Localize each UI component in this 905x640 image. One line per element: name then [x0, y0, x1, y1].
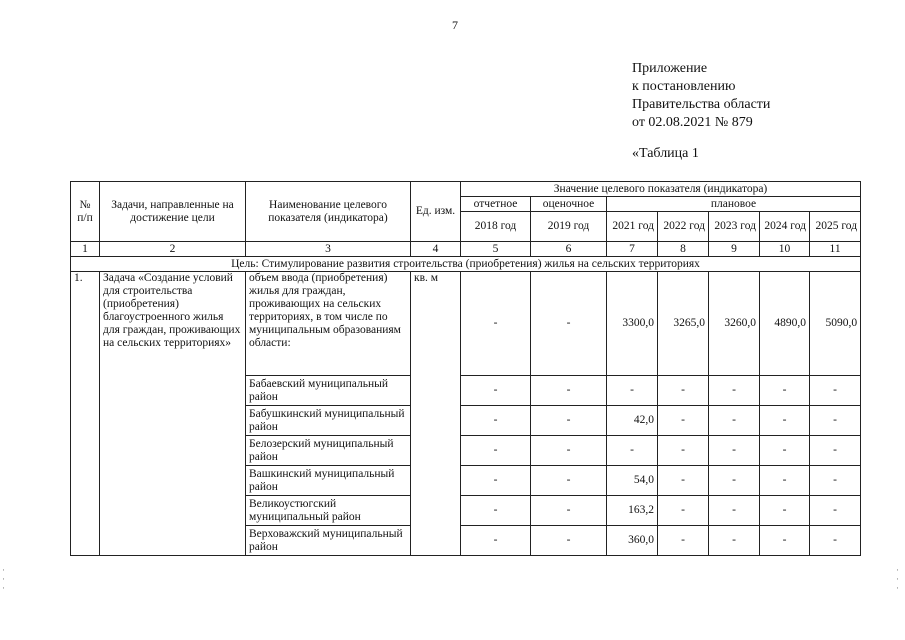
- column-number: 2: [100, 242, 246, 257]
- indicator-name: Верховажский муниципальный район: [246, 526, 411, 556]
- column-number: 8: [658, 242, 709, 257]
- indicator-table: [70, 181, 861, 556]
- column-number: 6: [531, 242, 607, 257]
- value-cell: -: [709, 526, 760, 556]
- header-indicator: Наименование целевого показателя (индикатора): [246, 182, 411, 242]
- appendix-line: от 02.08.2021 № 879: [632, 115, 753, 130]
- value-cell: -: [658, 436, 709, 466]
- value-cell: -: [760, 376, 810, 406]
- scan-edge-mark: · · ·: [2, 565, 5, 593]
- value-cell: -: [531, 272, 607, 376]
- task-number: 1.: [71, 272, 100, 556]
- value-cell: -: [461, 526, 531, 556]
- indicator-name: Вашкинский муниципальный район: [246, 466, 411, 496]
- value-cell: -: [760, 496, 810, 526]
- header-year-2023: 2023 год: [709, 212, 760, 242]
- value-cell: 5090,0: [810, 272, 861, 376]
- header-year-2018: 2018 год: [461, 212, 531, 242]
- value-cell: 3265,0: [658, 272, 709, 376]
- column-number: 11: [810, 242, 861, 257]
- header-planned: плановое: [607, 197, 861, 212]
- value-cell: -: [709, 496, 760, 526]
- value-cell: 54,0: [607, 466, 658, 496]
- table-label: «Таблица 1: [632, 146, 699, 161]
- appendix-line: Приложение: [632, 61, 708, 76]
- value-cell: -: [810, 496, 861, 526]
- column-number: 9: [709, 242, 760, 257]
- appendix-line: Правительства области: [632, 97, 771, 112]
- indicator-name: объем ввода (приобретения) жилья для граждан, проживающих на сельских территориях, в том числе по муниципальным образованиям области:: [246, 272, 411, 376]
- value-cell: -: [658, 406, 709, 436]
- value-cell: 3260,0: [709, 272, 760, 376]
- indicator-name: Великоустюгский муниципальный район: [246, 496, 411, 526]
- value-cell: -: [607, 376, 658, 406]
- value-cell: -: [531, 466, 607, 496]
- value-cell: -: [461, 376, 531, 406]
- value-cell: -: [810, 406, 861, 436]
- unit-value: кв. м: [411, 272, 461, 556]
- value-cell: -: [709, 406, 760, 436]
- page-number: 7: [452, 18, 458, 32]
- header-year-2025: 2025 год: [810, 212, 861, 242]
- value-cell: -: [531, 526, 607, 556]
- header-year-2022: 2022 год: [658, 212, 709, 242]
- value-cell: 163,2: [607, 496, 658, 526]
- value-cell: -: [531, 496, 607, 526]
- value-cell: -: [760, 526, 810, 556]
- value-cell: -: [810, 436, 861, 466]
- value-cell: -: [810, 526, 861, 556]
- value-cell: -: [461, 406, 531, 436]
- value-cell: -: [658, 526, 709, 556]
- value-cell: -: [810, 466, 861, 496]
- header-value-group: Значение целевого показателя (индикатора): [461, 182, 861, 197]
- column-number: 4: [411, 242, 461, 257]
- value-cell: -: [709, 436, 760, 466]
- value-cell: 4890,0: [760, 272, 810, 376]
- column-number: 3: [246, 242, 411, 257]
- value-cell: 360,0: [607, 526, 658, 556]
- value-cell: -: [709, 376, 760, 406]
- header-reported: отчетное: [461, 197, 531, 212]
- header-estimated: оценочное: [531, 197, 607, 212]
- value-cell: 42,0: [607, 406, 658, 436]
- value-cell: -: [461, 272, 531, 376]
- value-cell: -: [658, 376, 709, 406]
- value-cell: -: [531, 436, 607, 466]
- column-number: 1: [71, 242, 100, 257]
- table-row: [71, 272, 861, 376]
- scan-edge-mark: · · ·: [896, 565, 899, 593]
- value-cell: -: [760, 466, 810, 496]
- header-year-2019: 2019 год: [531, 212, 607, 242]
- header-year-2024: 2024 год: [760, 212, 810, 242]
- value-cell: -: [461, 466, 531, 496]
- value-cell: -: [658, 466, 709, 496]
- indicator-name: Бабаевский муниципальный район: [246, 376, 411, 406]
- column-number: 5: [461, 242, 531, 257]
- value-cell: -: [658, 496, 709, 526]
- value-cell: -: [709, 466, 760, 496]
- value-cell: -: [531, 376, 607, 406]
- appendix-line: к постановлению: [632, 79, 736, 94]
- column-number: 10: [760, 242, 810, 257]
- goal-row: Цель: Стимулирование развития строительства (приобретения) жилья на сельских территориях: [71, 257, 861, 272]
- task-description: Задача «Создание условий для строительства (приобретения) благоустроенного жилья для граждан, проживающих на сельских территориях»: [100, 272, 246, 556]
- appendix-block: [632, 60, 770, 132]
- indicator-name: Бабушкинский муниципальный район: [246, 406, 411, 436]
- value-cell: -: [461, 436, 531, 466]
- value-cell: -: [461, 496, 531, 526]
- value-cell: -: [531, 406, 607, 436]
- column-number: 7: [607, 242, 658, 257]
- header-tasks: Задачи, направленные на достижение цели: [100, 182, 246, 242]
- value-cell: 3300,0: [607, 272, 658, 376]
- header-unit: Ед. изм.: [411, 182, 461, 242]
- value-cell: -: [760, 436, 810, 466]
- value-cell: -: [810, 376, 861, 406]
- indicator-name: Белозерский муниципальный район: [246, 436, 411, 466]
- value-cell: -: [760, 406, 810, 436]
- header-year-2021: 2021 год: [607, 212, 658, 242]
- value-cell: -: [607, 436, 658, 466]
- header-num: № п/п: [71, 182, 100, 242]
